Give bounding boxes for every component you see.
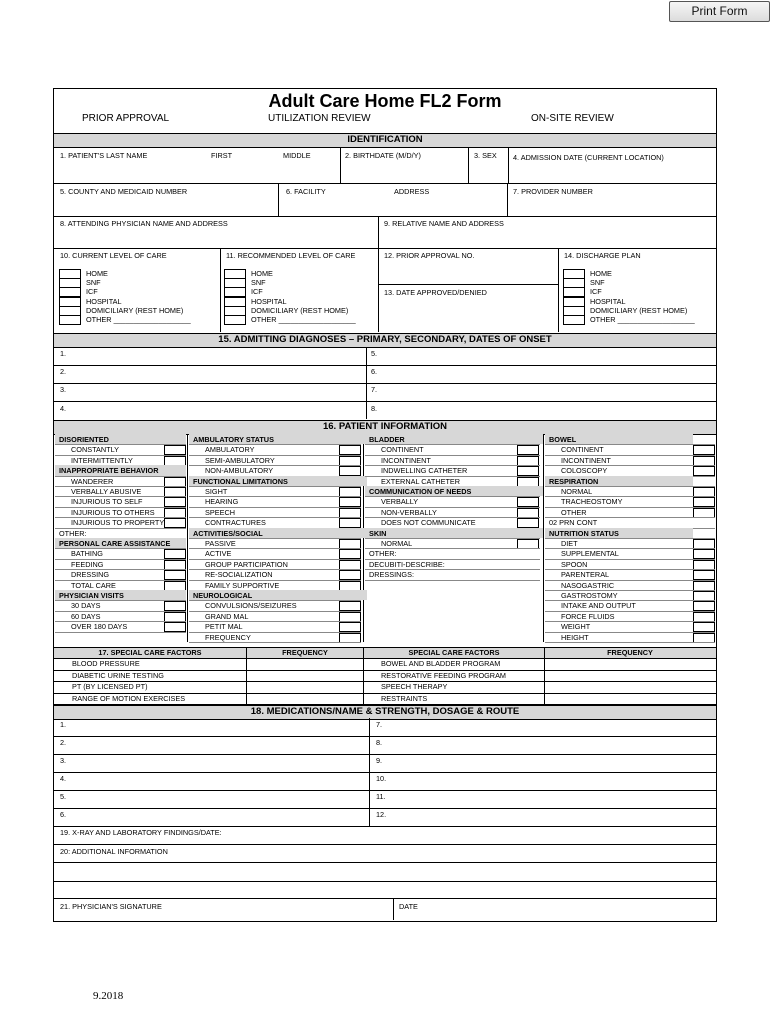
xray-findings-label: 19. X-RAY AND LABORATORY FINDINGS/DATE: bbox=[60, 828, 222, 837]
recommended-level-option: DOMICILIARY (REST HOME) bbox=[251, 305, 349, 315]
special-care-frequency-header-right: FREQUENCY bbox=[607, 648, 653, 657]
patient-info-item: WANDERER bbox=[71, 476, 114, 486]
medication-number: 5. bbox=[60, 792, 67, 801]
special-care-factor: RESTORATIVE FEEDING PROGRAM bbox=[381, 670, 507, 680]
patient-info-item: CONSTANTLY bbox=[71, 445, 119, 455]
discharge-plan-option: DOMICILIARY (REST HOME) bbox=[590, 305, 688, 315]
patient-info-heading: BOWEL bbox=[549, 435, 577, 444]
patient-info-item: SUPPLEMENTAL bbox=[561, 549, 619, 559]
address-label: ADDRESS bbox=[394, 187, 430, 196]
identification-header: IDENTIFICATION bbox=[54, 133, 716, 148]
diagnosis-number: 1. bbox=[60, 349, 67, 358]
discharge-plan-option: OTHER ___________________ bbox=[590, 315, 695, 324]
diagnosis-number: 7. bbox=[371, 385, 378, 395]
patient-info-item: HEIGHT bbox=[561, 632, 589, 642]
recommended-level-option: OTHER ___________________ bbox=[251, 315, 356, 324]
medication-number: 4. bbox=[60, 774, 67, 783]
patient-info-item: OTHER: bbox=[59, 528, 87, 538]
current-level-option: DOMICILIARY (REST HOME) bbox=[86, 305, 184, 315]
patient-info-item: 30 DAYS bbox=[71, 601, 101, 611]
patient-info-heading: AMBULATORY STATUS bbox=[193, 435, 274, 444]
discharge-plan-checkbox[interactable] bbox=[563, 315, 585, 325]
birthdate-label: 2. BIRTHDATE (M/D/Y) bbox=[345, 151, 421, 160]
prior-approval-label: PRIOR APPROVAL bbox=[82, 113, 170, 124]
recommended-level-option: SNF bbox=[251, 278, 266, 288]
discharge-plan-option: HOSPITAL bbox=[590, 296, 626, 306]
patient-info-item: FEEDING bbox=[71, 559, 104, 569]
special-care-factors-header-right: SPECIAL CARE FACTORS bbox=[408, 648, 500, 657]
prior-approval-number-label: 12. PRIOR APPROVAL NO. bbox=[384, 251, 475, 260]
special-care-factor: SPEECH THERAPY bbox=[381, 682, 448, 691]
patient-info-item: INTAKE AND OUTPUT bbox=[561, 601, 636, 611]
medication-number: 12. bbox=[376, 810, 387, 819]
utilization-review-label: UTILIZATION REVIEW bbox=[268, 113, 371, 124]
patient-info-item: OTHER: bbox=[369, 549, 397, 559]
patient-info-item: WEIGHT bbox=[561, 622, 591, 632]
patient-info-item: DECUBITI-DESCRIBE: bbox=[369, 559, 445, 569]
patient-info-item: GASTROSTOMY bbox=[561, 591, 618, 600]
diagnosis-number: 3. bbox=[60, 385, 67, 395]
patient-info-heading: ACTIVITIES/SOCIAL bbox=[193, 528, 263, 538]
current-level-option: OTHER ___________________ bbox=[86, 315, 191, 324]
patient-info-item: INCONTINENT bbox=[381, 455, 431, 465]
patient-info-item: FREQUENCY bbox=[205, 632, 251, 642]
current-level-option: HOSPITAL bbox=[86, 296, 122, 306]
patient-info-item: DOES NOT COMMUNICATE bbox=[381, 518, 476, 528]
patient-info-item: CONTINENT bbox=[561, 445, 604, 455]
patient-info-item: CONTINENT bbox=[381, 445, 424, 455]
patient-info-item: INJURIOUS TO OTHERS bbox=[71, 507, 155, 517]
patient-info-item: SEMI-AMBULATORY bbox=[205, 455, 275, 465]
patient-info-heading: FUNCTIONAL LIMITATIONS bbox=[193, 476, 288, 486]
special-care-factor: BLOOD PRESSURE bbox=[72, 659, 140, 668]
special-care-factor: BOWEL AND BLADDER PROGRAM bbox=[381, 659, 501, 668]
patient-info-item: SPOON bbox=[561, 559, 588, 569]
special-care-factor: DIABETIC URINE TESTING bbox=[72, 670, 164, 680]
diagnosis-number: 6. bbox=[371, 367, 378, 377]
print-form-button[interactable]: Print Form bbox=[669, 1, 770, 22]
patient-info-item: FORCE FLUIDS bbox=[561, 611, 615, 621]
patient-info-item: PASSIVE bbox=[205, 539, 236, 548]
patient-info-item: 02 PRN CONT bbox=[549, 518, 598, 528]
patient-info-item: NON-AMBULATORY bbox=[205, 466, 274, 476]
recommended-level-label: 11. RECOMMENDED LEVEL OF CARE bbox=[226, 251, 356, 260]
patient-info-item: DIET bbox=[561, 539, 578, 548]
current-level-label: 10. CURRENT LEVEL OF CARE bbox=[60, 251, 167, 260]
additional-information-label: 20: ADDITIONAL INFORMATION bbox=[60, 847, 168, 856]
patient-info-heading: RESPIRATION bbox=[549, 476, 599, 486]
special-care-factors-header: 17. SPECIAL CARE FACTORS bbox=[98, 648, 202, 657]
medication-number: 3. bbox=[60, 756, 67, 765]
patient-info-heading: PHYSICIAN VISITS bbox=[59, 591, 124, 600]
patient-info-item: NON-VERBALLY bbox=[381, 507, 437, 517]
medications-header: 18. MEDICATIONS/NAME & STRENGTH, DOSAGE & ROUTE bbox=[54, 705, 716, 720]
medication-number: 9. bbox=[376, 756, 383, 765]
patient-info-item: HEARING bbox=[205, 497, 239, 507]
patient-info-item: INJURIOUS TO PROPERTY bbox=[71, 518, 165, 528]
patient-info-item: NORMAL bbox=[381, 539, 413, 548]
recommended-level-option: HOSPITAL bbox=[251, 296, 287, 306]
patient-info-item: NASOGASTRIC bbox=[561, 580, 615, 590]
discharge-plan-option: ICF bbox=[590, 287, 602, 297]
patient-info-item: GROUP PARTICIPATION bbox=[205, 559, 288, 569]
current-level-option: HOME bbox=[86, 269, 108, 278]
patient-info-item: INTERMITTENTLY bbox=[71, 455, 133, 465]
diagnosis-number: 5. bbox=[371, 349, 378, 358]
diagnosis-number: 4. bbox=[60, 403, 67, 413]
patient-info-item: RE-SOCIALIZATION bbox=[205, 570, 273, 580]
patient-info-heading: COMMUNICATION OF NEEDS bbox=[369, 487, 472, 496]
patient-info-item: NORMAL bbox=[561, 487, 593, 496]
diagnosis-number: 8. bbox=[371, 403, 378, 413]
special-care-factor: RESTRAINTS bbox=[381, 693, 428, 703]
form-version: 9.2018 bbox=[93, 990, 124, 1002]
patient-info-item: FAMILY SUPPORTIVE bbox=[205, 580, 280, 590]
sex-label: 3. SEX bbox=[474, 151, 497, 160]
admission-date-label: 4. ADMISSION DATE (CURRENT LOCATION) bbox=[513, 153, 664, 162]
patient-info-item: INDWELLING CATHETER bbox=[381, 466, 468, 476]
medication-number: 11. bbox=[376, 792, 386, 801]
medication-number: 8. bbox=[376, 738, 383, 747]
provider-number-label: 7. PROVIDER NUMBER bbox=[513, 187, 593, 196]
patient-info-item: PARENTERAL bbox=[561, 570, 610, 580]
patient-info-item: VERBALLY ABUSIVE bbox=[71, 487, 142, 496]
date-approved-label: 13. DATE APPROVED/DENIED bbox=[384, 288, 487, 297]
patient-info-item: SPEECH bbox=[205, 507, 236, 517]
patient-info-heading: BLADDER bbox=[369, 435, 405, 444]
recommended-level-checkbox[interactable] bbox=[224, 315, 246, 325]
medication-number: 2. bbox=[60, 738, 67, 747]
recommended-level-option: HOME bbox=[251, 269, 273, 278]
patient-info-item: DRESSINGS: bbox=[369, 570, 415, 580]
date-label: DATE bbox=[399, 902, 418, 911]
discharge-plan-option: HOME bbox=[590, 269, 612, 278]
patient-info-item: CONVULSIONS/SEIZURES bbox=[205, 601, 297, 611]
patient-info-item: COLOSCOPY bbox=[561, 466, 608, 476]
patient-info-item: ACTIVE bbox=[205, 549, 232, 559]
special-care-frequency-header: FREQUENCY bbox=[282, 648, 328, 657]
special-care-factor: PT (BY LICENSED PT) bbox=[72, 682, 148, 691]
special-care-factor: RANGE OF MOTION EXERCISES bbox=[72, 693, 186, 703]
patient-info-item: DRESSING bbox=[71, 570, 110, 580]
patient-info-item: PETIT MAL bbox=[205, 622, 243, 632]
facility-label: 6. FACILITY bbox=[286, 187, 326, 196]
county-medicaid-label: 5. COUNTY AND MEDICAID NUMBER bbox=[60, 187, 188, 196]
medication-number: 1. bbox=[60, 720, 67, 729]
relative-name-label: 9. RELATIVE NAME AND ADDRESS bbox=[384, 219, 504, 228]
patient-information-header: 16. PATIENT INFORMATION bbox=[54, 420, 716, 435]
patient-info-heading: PERSONAL CARE ASSISTANCE bbox=[59, 539, 171, 548]
patient-info-heading: SKIN bbox=[369, 528, 387, 538]
patient-info-heading: NEUROLOGICAL bbox=[193, 591, 253, 600]
patient-last-name-label: 1. PATIENT'S LAST NAME bbox=[60, 151, 148, 160]
patient-info-item: TRACHEOSTOMY bbox=[561, 497, 623, 507]
current-level-option: ICF bbox=[86, 287, 98, 297]
medication-number: 7. bbox=[376, 720, 383, 729]
patient-info-item: AMBULATORY bbox=[205, 445, 255, 455]
attending-physician-label: 8. ATTENDING PHYSICIAN NAME AND ADDRESS bbox=[60, 219, 228, 228]
patient-info-item: INCONTINENT bbox=[561, 455, 611, 465]
first-name-label: FIRST bbox=[211, 151, 233, 160]
patient-info-item: BATHING bbox=[71, 549, 103, 559]
patient-info-item: TOTAL CARE bbox=[71, 580, 116, 590]
patient-info-item: 60 DAYS bbox=[71, 611, 101, 621]
onsite-review-label: ON-SITE REVIEW bbox=[531, 113, 614, 124]
patient-info-item: VERBALLY bbox=[381, 497, 419, 507]
patient-info-heading: INAPPROPRIATE BEHAVIOR bbox=[59, 466, 159, 476]
patient-info-item: OVER 180 DAYS bbox=[71, 622, 128, 632]
admitting-diagnoses-header: 15. ADMITTING DIAGNOSES – PRIMARY, SECONDARY, DATES OF ONSET bbox=[54, 333, 716, 348]
patient-info-item: OTHER bbox=[561, 507, 587, 517]
current-level-checkbox[interactable] bbox=[59, 315, 81, 325]
patient-info-item: EXTERNAL CATHETER bbox=[381, 476, 461, 486]
discharge-plan-label: 14. DISCHARGE PLAN bbox=[564, 251, 641, 260]
medication-number: 6. bbox=[60, 810, 67, 819]
discharge-plan-option: SNF bbox=[590, 278, 605, 288]
medication-number: 10. bbox=[376, 774, 387, 783]
recommended-level-option: ICF bbox=[251, 287, 263, 297]
patient-info-item: GRAND MAL bbox=[205, 611, 249, 621]
diagnosis-number: 2. bbox=[60, 367, 67, 377]
patient-info-item: CONTRACTURES bbox=[205, 518, 266, 528]
physician-signature-label: 21. PHYSICIAN'S SIGNATURE bbox=[60, 902, 162, 911]
patient-info-heading: DISORIENTED bbox=[59, 435, 109, 444]
middle-name-label: MIDDLE bbox=[283, 151, 311, 160]
form-title: Adult Care Home FL2 Form bbox=[268, 91, 502, 111]
current-level-option: SNF bbox=[86, 278, 101, 288]
patient-info-item: INJURIOUS TO SELF bbox=[71, 497, 143, 507]
patient-info-item: SIGHT bbox=[205, 487, 228, 496]
patient-info-heading: NUTRITION STATUS bbox=[549, 528, 619, 538]
